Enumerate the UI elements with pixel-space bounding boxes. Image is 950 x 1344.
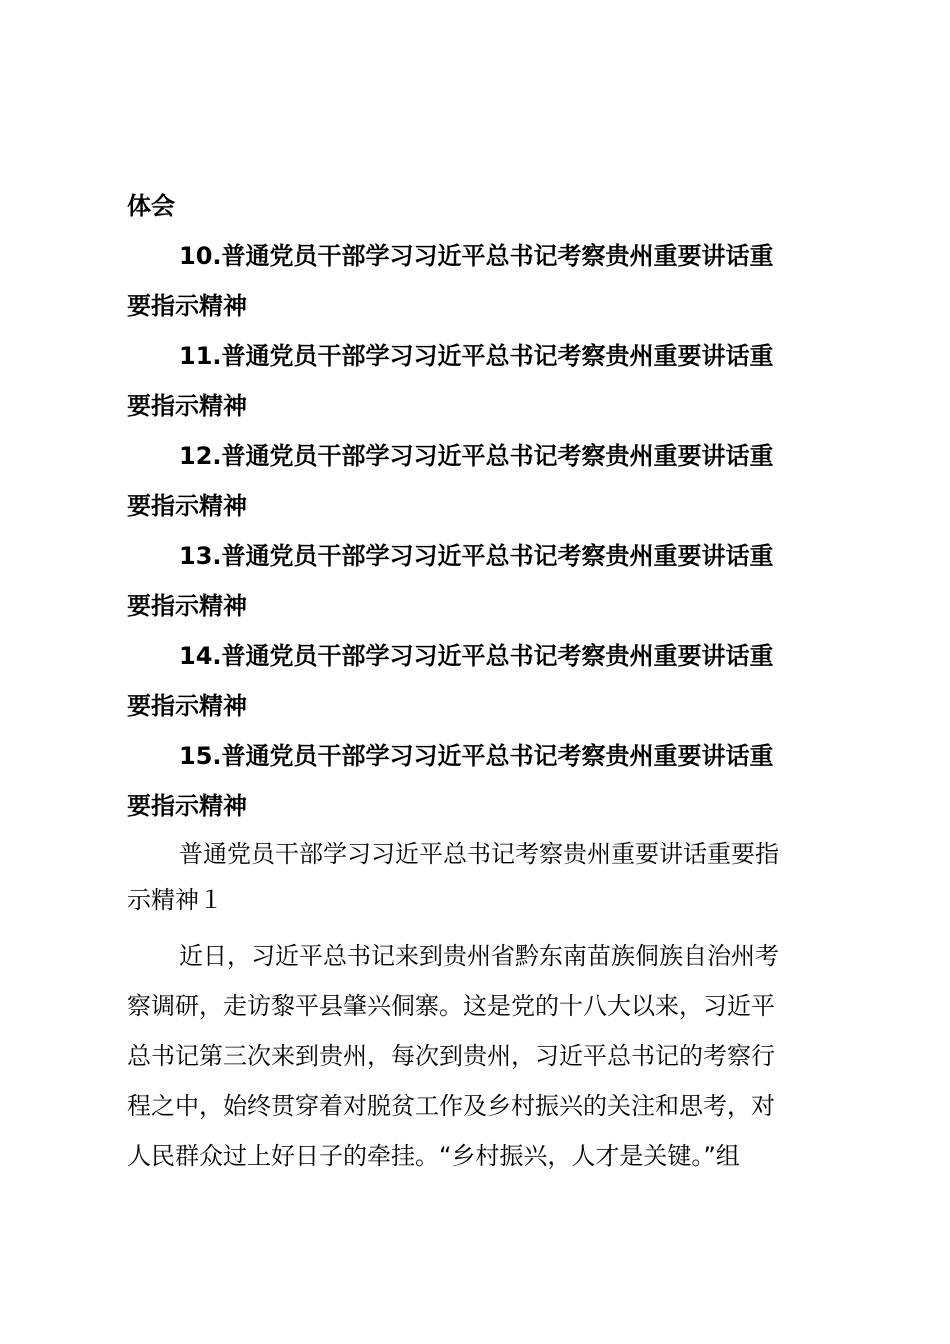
toc-item-line2: 要指示精神 xyxy=(127,292,247,320)
toc-item xyxy=(127,631,837,731)
toc-item-line1: 10.普通党员干部学习习近平总书记考察贵州重要讲话重 xyxy=(179,242,774,270)
article-title xyxy=(127,831,837,923)
toc-item-line2: 要指示精神 xyxy=(127,392,247,420)
toc-item-line1: 11.普通党员干部学习习近平总书记考察贵州重要讲话重 xyxy=(179,342,774,370)
toc-item-line1: 14.普通党员干部学习习近平总书记考察贵州重要讲话重 xyxy=(179,642,774,670)
toc-item xyxy=(127,431,837,531)
article-title-line1: 普通党员干部学习习近平总书记考察贵州重要讲话重要指 xyxy=(179,840,779,868)
toc-item xyxy=(127,331,837,431)
toc-item-line1: 13.普通党员干部学习习近平总书记考察贵州重要讲话重 xyxy=(179,542,774,570)
toc-item-line2: 要指示精神 xyxy=(127,592,247,620)
paragraph-line: 程之中，始终贯穿着对脱贫工作及乡村振兴的关注和思考，对 xyxy=(127,1092,775,1120)
toc-continuation: 体会 xyxy=(127,192,175,220)
article-title-line2: 示精神１ xyxy=(127,886,223,914)
paragraph-line: 人民群众过上好日子的牵挂。“乡村振兴，人才是关键。”组 xyxy=(127,1142,740,1170)
article-paragraph xyxy=(127,931,837,1181)
paragraph-line: 察调研，走访黎平县肇兴侗寨。这是党的十八大以来，习近平 xyxy=(127,992,775,1020)
paragraph-line: 总书记第三次来到贵州，每次到贵州，习近平总书记的考察行 xyxy=(127,1042,775,1070)
toc-item xyxy=(127,231,837,331)
document-page xyxy=(127,181,837,1181)
toc-item xyxy=(127,731,837,831)
paragraph-line: 近日，习近平总书记来到贵州省黔东南苗族侗族自治州考 xyxy=(179,942,779,970)
toc-item-line1: 15.普通党员干部学习习近平总书记考察贵州重要讲话重 xyxy=(179,742,774,770)
toc-item-line2: 要指示精神 xyxy=(127,492,247,520)
toc-item-line2: 要指示精神 xyxy=(127,792,247,820)
toc-item-line1: 12.普通党员干部学习习近平总书记考察贵州重要讲话重 xyxy=(179,442,774,470)
toc-item xyxy=(127,531,837,631)
toc-item-line2: 要指示精神 xyxy=(127,692,247,720)
